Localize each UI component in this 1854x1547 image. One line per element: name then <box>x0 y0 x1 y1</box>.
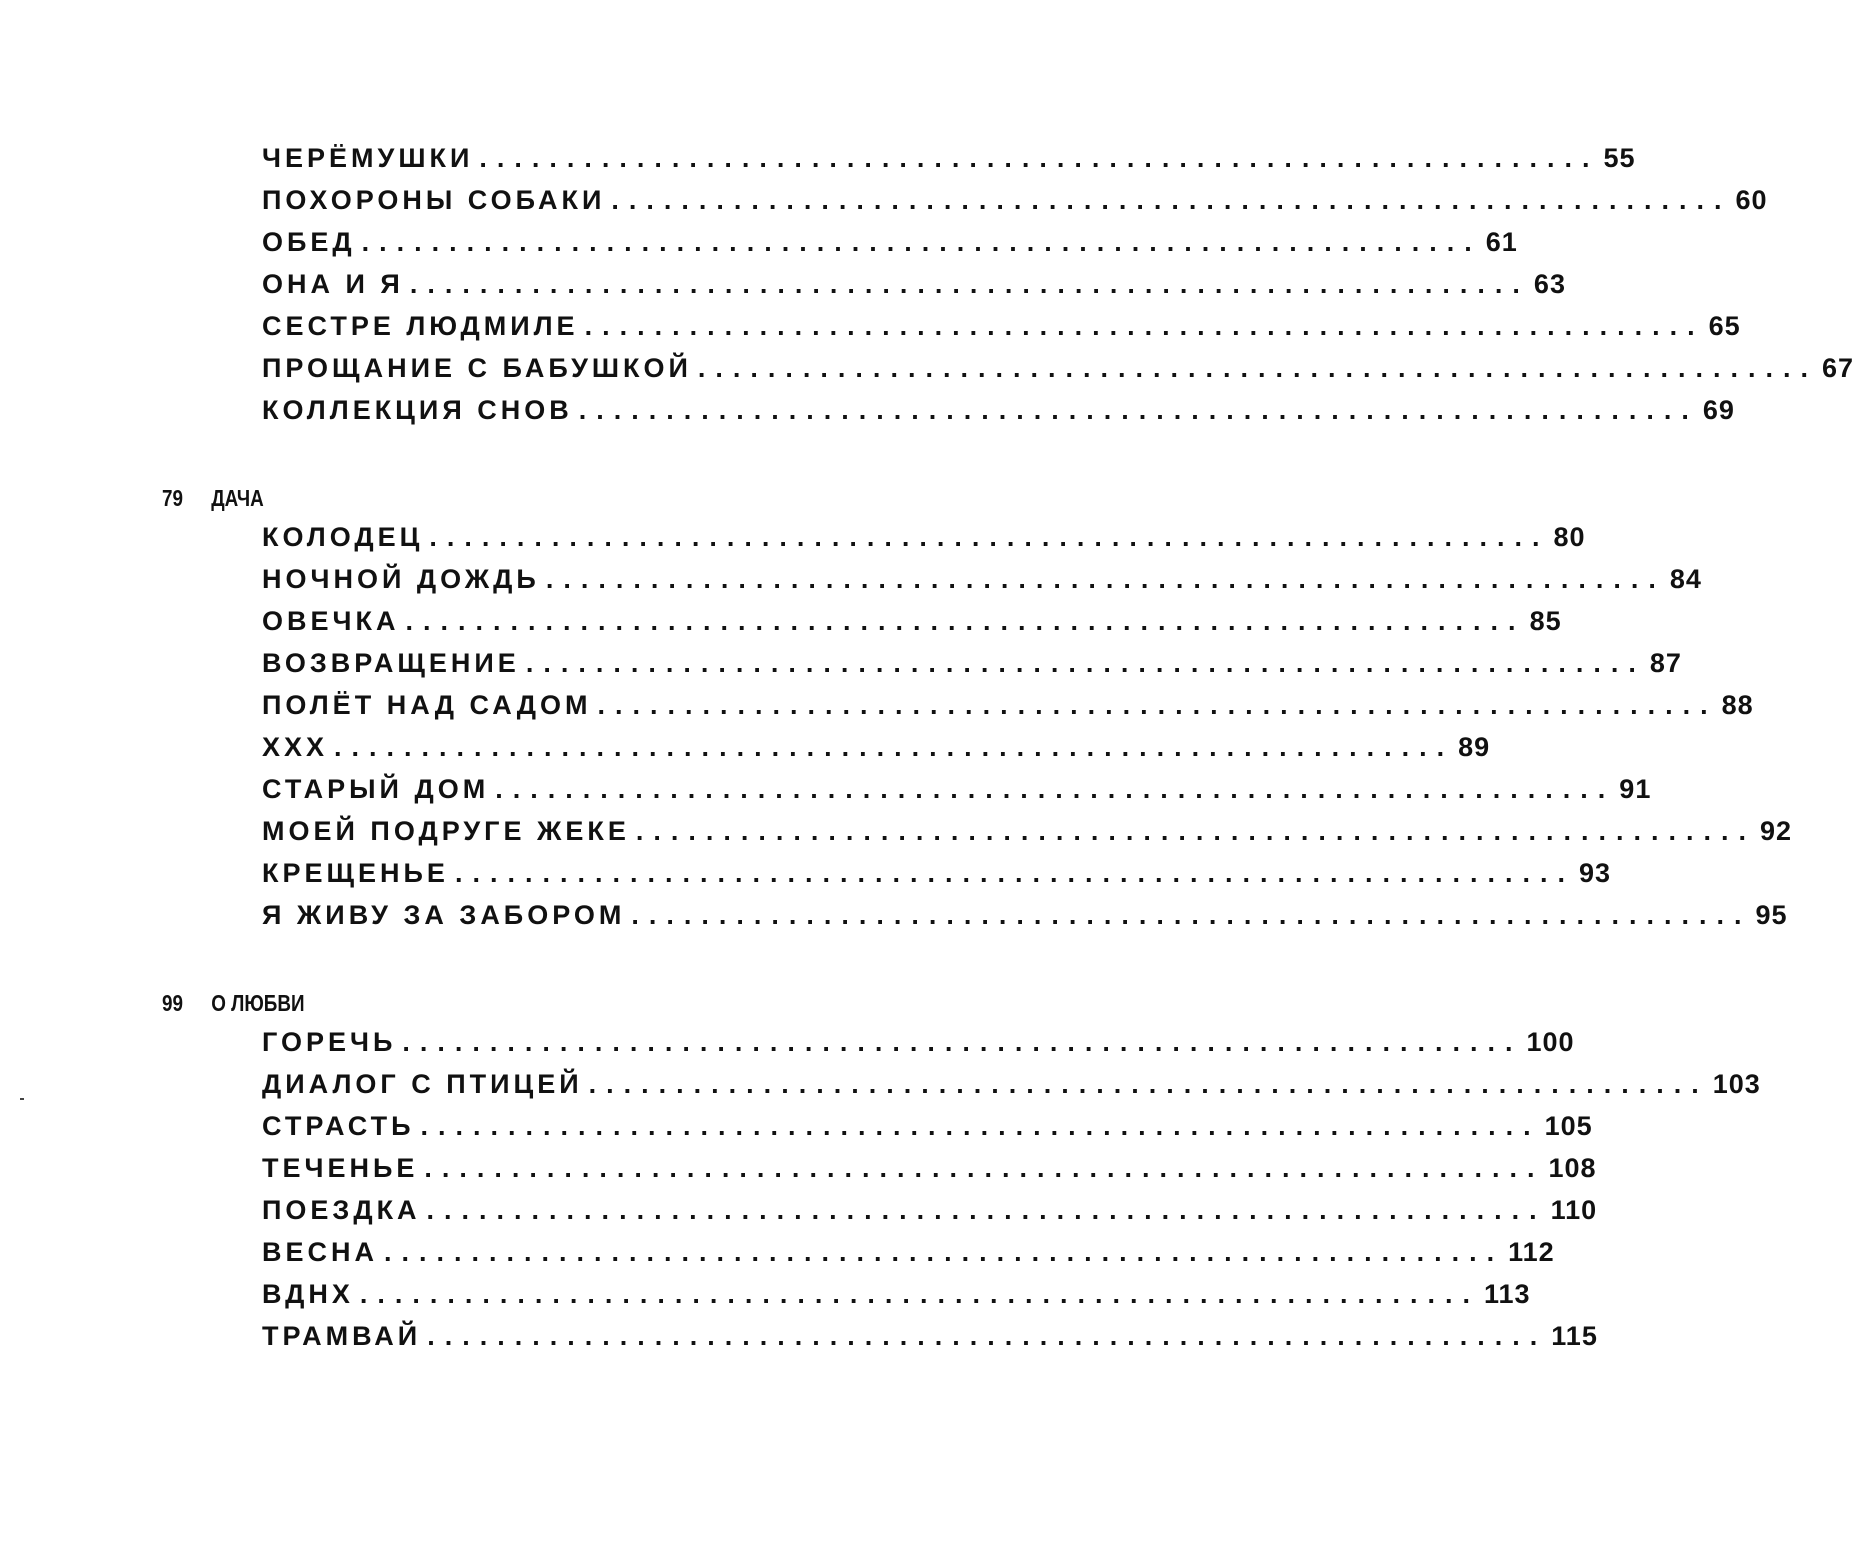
toc-entry[interactable] <box>262 179 1768 221</box>
toc-entry-title: Я ЖИВУ ЗА ЗАБОРОМ <box>262 900 626 930</box>
toc-entry-page: 84 <box>1669 564 1702 594</box>
dot-leader: ................................................................ <box>454 858 1576 888</box>
toc-entry-page: 85 <box>1529 606 1562 636</box>
dot-leader: ................................................................ <box>384 1237 1505 1267</box>
section-page-number: 99 <box>162 990 183 1016</box>
toc-entry-title: ПОЕЗДКА <box>262 1195 421 1225</box>
toc-entry[interactable] <box>262 516 1586 558</box>
toc-entry-page: 103 <box>1712 1069 1761 1099</box>
dot-leader: ................................................................ <box>597 690 1718 720</box>
toc-entry[interactable] <box>262 642 1682 684</box>
toc-entry-page: 60 <box>1735 185 1768 215</box>
toc-entry[interactable] <box>262 810 1793 852</box>
toc-entry-title: ВДНХ <box>262 1279 354 1309</box>
dot-leader: ................................................................ <box>334 732 1455 762</box>
toc-entry-page: 113 <box>1483 1279 1531 1309</box>
dot-leader: ................................................................ <box>525 648 1646 678</box>
toc-entry-page: 105 <box>1544 1111 1593 1141</box>
toc-entry[interactable] <box>262 305 1741 347</box>
toc-entry[interactable] <box>262 1105 1593 1147</box>
toc-entry-title: СТАРЫЙ ДОМ <box>262 774 490 804</box>
dot-leader: ................................................................ <box>611 185 1732 215</box>
dot-leader: ................................................................ <box>361 227 1482 257</box>
toc-entry-page: 61 <box>1485 227 1518 257</box>
toc-entry-page: 93 <box>1579 858 1612 888</box>
toc-entry-page: 115 <box>1551 1321 1598 1351</box>
toc-entry-title: XXX <box>262 732 329 762</box>
toc-entry-page: 108 <box>1548 1153 1597 1183</box>
toc-entry[interactable] <box>262 347 1854 389</box>
toc-entry-title: СЕСТРЕ ЛЮДМИЛЕ <box>262 311 579 341</box>
toc-entry-page: 110 <box>1550 1195 1598 1225</box>
section-heading-love[interactable] <box>162 985 305 1021</box>
toc-entry-title: ДИАЛОГ С ПТИЦЕЙ <box>262 1069 583 1099</box>
toc-entry-title: ЧЕРЁМУШКИ <box>262 143 474 173</box>
toc-entry-title: ВЕСНА <box>262 1237 379 1267</box>
toc-entry-page: 55 <box>1603 143 1636 173</box>
dot-leader: ................................................................ <box>588 1069 1709 1099</box>
toc-entry-page: 91 <box>1619 774 1652 804</box>
dot-leader: ................................................................ <box>409 269 1530 299</box>
toc-entry-title: ТРАМВАЙ <box>262 1321 422 1351</box>
toc-entry[interactable] <box>262 1021 1575 1063</box>
toc-entry-page: 92 <box>1759 816 1793 846</box>
toc-entry[interactable] <box>262 894 1788 936</box>
toc-entry-page: 112 <box>1508 1237 1555 1267</box>
toc-entry-title: НОЧНОЙ ДОЖДЬ <box>262 564 540 594</box>
dot-leader: ................................................................ <box>402 1027 1523 1057</box>
toc-entry-page: 65 <box>1708 311 1741 341</box>
toc-entry[interactable] <box>262 1315 1598 1357</box>
dot-leader: ................................................................ <box>584 311 1705 341</box>
toc-entry-title: КРЕЩЕНЬЕ <box>262 858 449 888</box>
toc-entry-title: ОВЕЧКА <box>262 606 400 636</box>
toc-entry[interactable] <box>262 684 1754 726</box>
toc-entry[interactable] <box>262 1147 1597 1189</box>
dot-leader: ................................................................ <box>495 774 1616 804</box>
section-heading-dacha[interactable] <box>162 480 264 516</box>
section-page-number: 79 <box>162 485 183 511</box>
toc-entry-title: КОЛОДЕЦ <box>262 522 424 552</box>
toc-entry-title: КОЛЛЕКЦИЯ СНОВ <box>262 395 573 425</box>
section-title: О ЛЮБВИ <box>211 990 305 1016</box>
dot-leader: ................................................................ <box>359 1279 1480 1309</box>
toc-entry-title: ОНА И Я <box>262 269 404 299</box>
dot-leader: ................................................................ <box>697 353 1819 383</box>
toc-entry-page: 80 <box>1553 522 1586 552</box>
dot-leader: ................................................................ <box>424 1153 1545 1183</box>
dot-leader: ................................................................ <box>426 1195 1547 1225</box>
dot-leader: ................................................................ <box>429 522 1550 552</box>
toc-entry-page: 69 <box>1702 395 1735 425</box>
toc-entry-page: 89 <box>1458 732 1491 762</box>
toc-entry[interactable] <box>262 1273 1531 1315</box>
toc-entry-title: ГОРЕЧЬ <box>262 1027 397 1057</box>
toc-entry[interactable] <box>262 726 1491 768</box>
toc-entry-title: ТЕЧЕНЬЕ <box>262 1153 419 1183</box>
toc-entry-title: ОБЕД <box>262 227 356 257</box>
dot-leader: ................................................................ <box>405 606 1526 636</box>
dot-leader: ................................................................ <box>578 395 1699 425</box>
toc-entry-page: 63 <box>1533 269 1566 299</box>
dot-leader: ................................................................ <box>631 900 1752 930</box>
toc-entry[interactable] <box>262 1063 1761 1105</box>
scan-speck <box>20 1098 24 1100</box>
toc-entry-title: СТРАСТЬ <box>262 1111 415 1141</box>
toc-entry[interactable] <box>262 768 1652 810</box>
toc-entry-page: 88 <box>1721 690 1754 720</box>
toc-entry[interactable] <box>262 137 1636 179</box>
toc-entry[interactable] <box>262 852 1612 894</box>
toc-entry[interactable] <box>262 1189 1598 1231</box>
section-title: ДАЧА <box>211 485 264 511</box>
toc-entry-page: 67 <box>1822 353 1854 383</box>
toc-entry[interactable] <box>262 221 1518 263</box>
toc-entry-title: ВОЗВРАЩЕНИЕ <box>262 648 520 678</box>
toc-entry-page: 95 <box>1755 900 1788 930</box>
toc-entry-title: ПОЛЁТ НАД САДОМ <box>262 690 592 720</box>
toc-entry[interactable] <box>262 600 1562 642</box>
toc-entry-title: МОЕЙ ПОДРУГЕ ЖЕКЕ <box>262 816 630 846</box>
toc-entry[interactable] <box>262 389 1735 431</box>
toc-entry-page: 100 <box>1526 1027 1575 1057</box>
toc-entry-page: 87 <box>1649 648 1682 678</box>
toc-entry[interactable] <box>262 1231 1555 1273</box>
dot-leader: ................................................................ <box>420 1111 1541 1141</box>
dot-leader: ................................................................ <box>479 143 1600 173</box>
toc-entry-title: ПРОЩАНИЕ С БАБУШКОЙ <box>262 353 692 383</box>
toc-entry[interactable] <box>262 558 1702 600</box>
dot-leader: ................................................................ <box>635 816 1756 846</box>
toc-entry-title: ПОХОРОНЫ СОБАКИ <box>262 185 606 215</box>
toc-entry[interactable] <box>262 263 1566 305</box>
dot-leader: ................................................................ <box>545 564 1666 594</box>
dot-leader: ................................................................ <box>427 1321 1548 1351</box>
